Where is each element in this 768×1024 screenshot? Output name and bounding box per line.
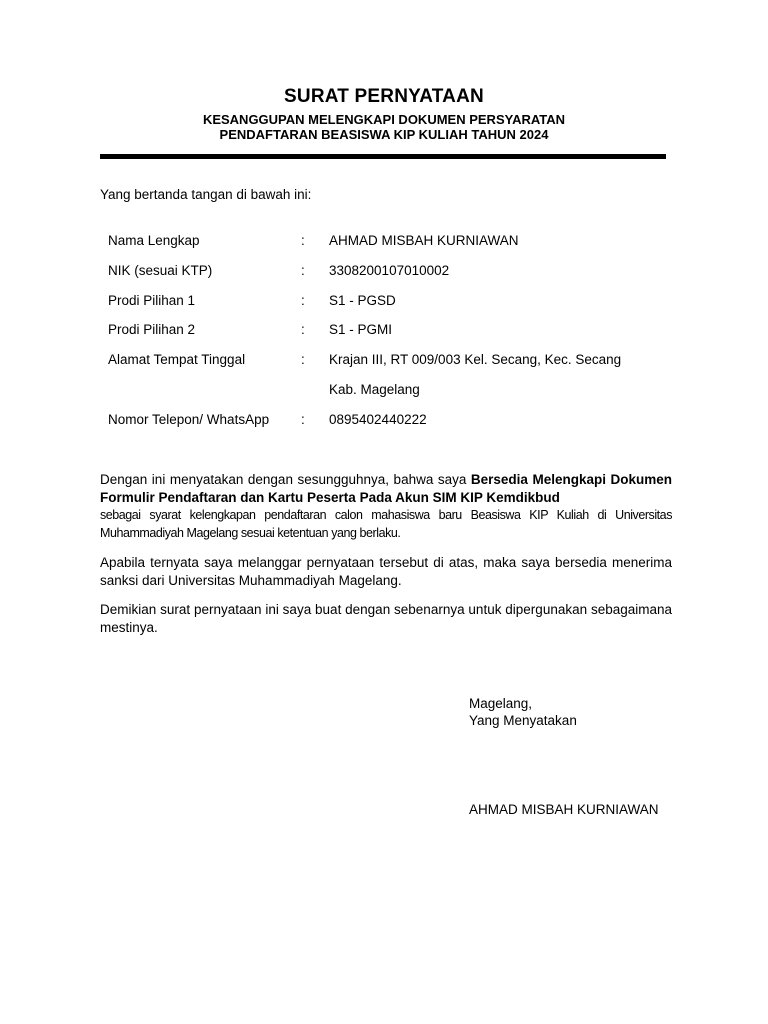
sanction-paragraph: Apabila ternyata saya melanggar pernyataan tersebut di atas, maka saya bersedia menerima sanksi dari Universitas Muhammadiyah Magelang. [100,555,672,588]
field-colon: : [301,352,305,367]
field-label-address: Alamat Tempat Tinggal [108,352,246,367]
document-subtitle-line-2: PENDAFTARAN BEASISWA KIP KULIAH TAHUN 2024 [219,127,549,142]
field-value-address: Krajan III, RT 009/003 Kel. Secang, Kec. Secang [329,352,622,367]
field-value-phone: 0895402440222 [329,412,427,427]
field-colon: : [301,412,305,427]
field-label-nik: NIK (sesuai KTP) [108,263,213,278]
signature-name: AHMAD MISBAH KURNIAWAN [469,802,659,817]
field-label-phone: Nomor Telepon/ WhatsApp [108,412,270,427]
header-divider [100,154,666,159]
field-value-nik: 3308200107010002 [329,263,450,278]
statement-paragraph [100,471,672,542]
field-label-name: Nama Lengkap [108,233,200,248]
field-colon: : [301,293,305,308]
field-value-name: AHMAD MISBAH KURNIAWAN [329,233,519,248]
intro-text: Yang bertanda tangan di bawah ini: [100,187,312,202]
field-label-prodi-2: Prodi Pilihan 2 [108,322,196,337]
field-value-prodi-2: S1 - PGMI [329,322,393,337]
statement-suffix: sebagai syarat kelengkapan pendaftaran calon mahasiswa baru Beasiswa KIP Kuliah di Universitas Muhammadiyah Magelang sesuai ketentuan yang berlaku. [100,508,672,540]
statement-prefix: Dengan ini menyatakan dengan sesungguhnya, bahwa saya [100,472,471,487]
document-subtitle-line-1: KESANGGUPAN MELENGKAPI DOKUMEN PERSYARATAN [202,112,566,127]
field-colon: : [301,263,305,278]
field-label-prodi-1: Prodi Pilihan 1 [108,293,196,308]
document-title: SURAT PERNYATAAN [284,86,484,107]
field-colon: : [301,322,305,337]
signature-role: Yang Menyatakan [469,713,577,728]
signature-place: Magelang, [469,696,533,711]
field-value-address-line-2: Kab. Magelang [329,382,420,397]
field-colon: : [301,233,305,248]
closing-paragraph: Demikian surat pernyataan ini saya buat dengan sebenarnya untuk dipergunakan sebagaimana mestinya. [100,602,672,635]
statement-bold: Bersedia Melengkapi Dokumen Formulir Pendaftaran dan Kartu Peserta Pada Akun SIM KIP Kemdikbud [100,472,673,505]
field-value-prodi-1: S1 - PGSD [329,293,396,308]
